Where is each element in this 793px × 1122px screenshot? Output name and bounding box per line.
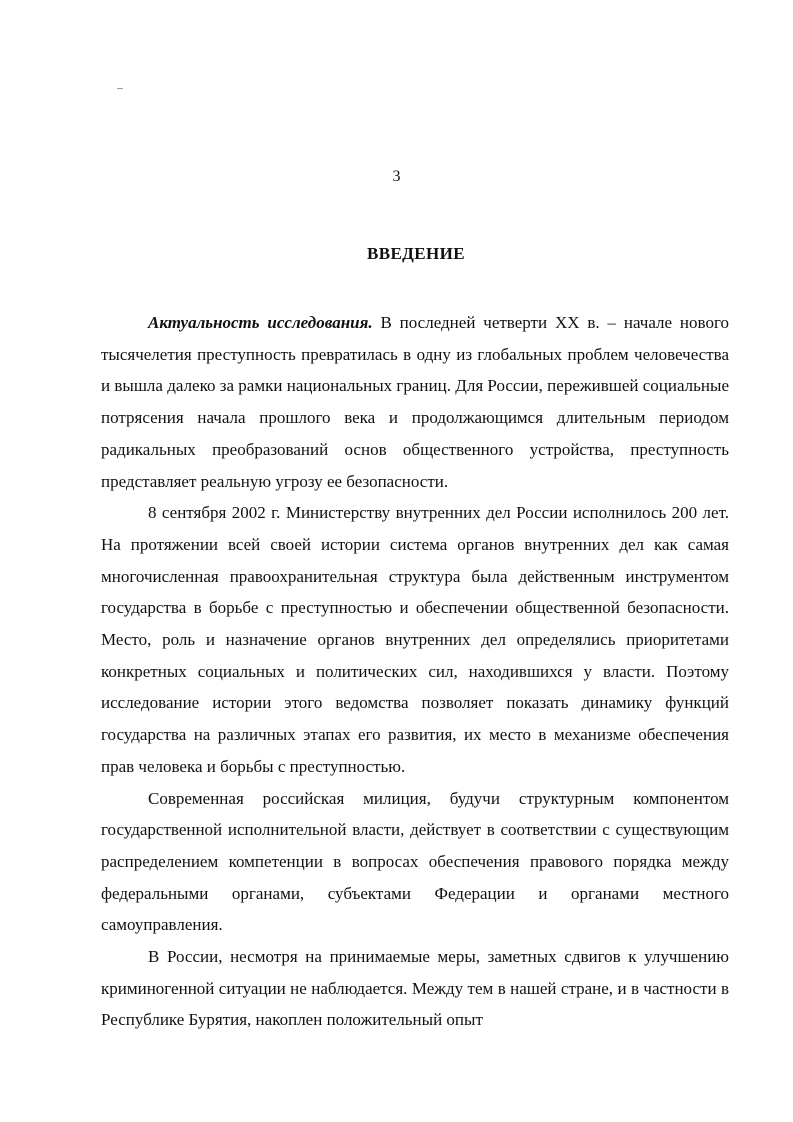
paragraph-relevance bbox=[101, 307, 729, 497]
paragraph-ministry-history: 8 сентября 2002 г. Министерству внутренних дел России исполнилось 200 лет. На протяжении всей своей истории система органов внутренних дел как самая многочисленная правоохранительная структура была действенным инструментом государства в борьбе с преступностью и обеспечении общественной безопасности. Место, роль и назначение органов внутренних дел определялись приоритетами конкретных социальных и политических сил, находившихся у власти. Поэтому исследование истории этого ведомства позволяет показать динамику функций государства на различных этапах его развития, их место в механизме обеспечения прав человека и борьбы с преступностью. bbox=[101, 503, 729, 776]
paragraph-russia-buryatia: В России, несмотря на принимаемые меры, заметных сдвигов к улучшению криминогенной ситуации не наблюдается. Между тем в нашей стране, и в частности в Республике Бурятия, накоплен положительный опыт bbox=[101, 947, 729, 1030]
paragraph-lead: Актуальность исследования. bbox=[148, 313, 373, 332]
paragraph-modern-militia: Современная российская милиция, будучи структурным компонентом государственной исполнительной власти, действует в соответствии с существующим распределением компетенции в вопросах обеспечения правового порядка между федеральными органами, субъектами Федерации и органами местного самоуправления. bbox=[101, 788, 729, 935]
scan-artifact bbox=[117, 88, 123, 89]
paragraph-text: В последней четверти XX в. – начале нового тысячелетия преступность превратилась в одну из глобальных проблем человечества и вышла далеко за рамки национальных границ. Для России, пережившей социальные потрясения начала прошлого века и продолжающимся длительным периодом радикальных преобразований основ общественного устройства, преступность представляет реальную угрозу ее безопасности. bbox=[101, 313, 729, 491]
body-text bbox=[101, 307, 729, 1036]
section-heading: ВВЕДЕНИЕ bbox=[366, 244, 466, 263]
page-number: 3 bbox=[392, 168, 401, 185]
